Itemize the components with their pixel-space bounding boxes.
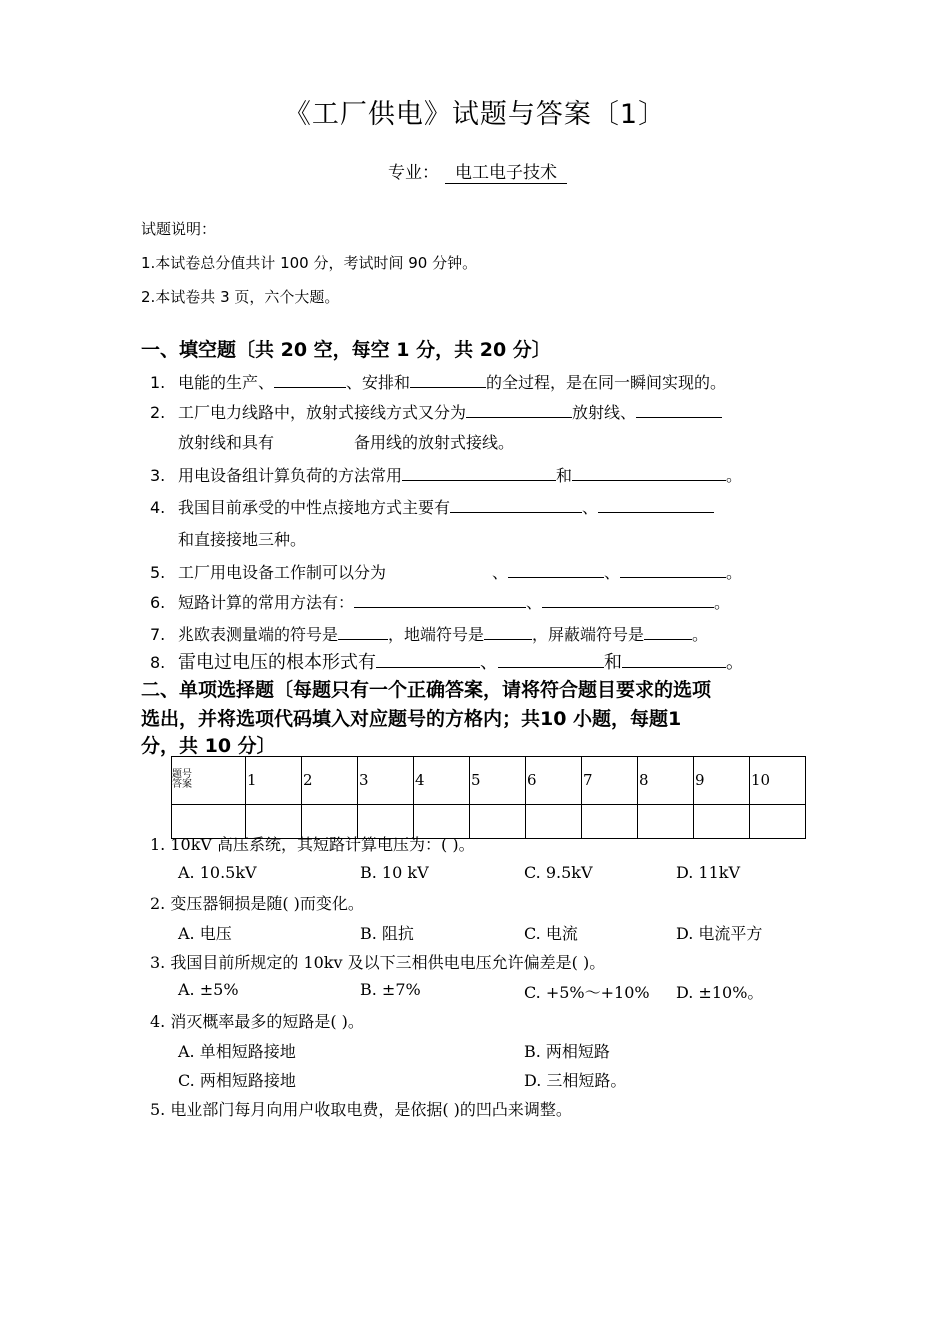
option-d: D. 11kV xyxy=(676,863,741,882)
answer-blank xyxy=(644,623,692,640)
answer-blank xyxy=(338,623,388,640)
question-number-cell: 10 xyxy=(750,757,806,805)
answer-blank xyxy=(636,401,722,418)
answer-blank xyxy=(402,464,556,481)
major-label: 专业： xyxy=(388,163,439,183)
fill-question-4-cont: 和直接接地三种。 xyxy=(178,530,307,549)
question-number-cell: 9 xyxy=(694,757,750,805)
answer-table xyxy=(171,756,806,839)
question-number-cell: 1 xyxy=(246,757,302,805)
answer-blank xyxy=(484,623,532,640)
choice-question-2: 2. 变压器铜损是随( )而变化。 xyxy=(150,894,364,913)
answer-cell xyxy=(694,805,750,839)
table-row xyxy=(172,757,806,805)
fill-question-2: 2. 工厂电力线路中，放射式接线方式又分为 放射线、 xyxy=(150,400,722,423)
answer-cell xyxy=(470,805,526,839)
answer-blank xyxy=(622,651,726,668)
answer-blank xyxy=(376,651,480,668)
choice-question-1: 1. 10kV 高压系统，其短路计算电压为：( )。 xyxy=(150,835,475,854)
option-d: D. 电流平方 xyxy=(676,924,763,943)
fill-question-2-cont: 放射线和具有 备用线的放射式接线。 xyxy=(178,433,515,452)
choice-question-5: 5. 电业部门每月向用户收取电费，是依据( )的凹凸来调整。 xyxy=(150,1100,572,1119)
instructions-heading: 试题说明： xyxy=(141,220,217,238)
answer-blank xyxy=(620,561,726,578)
answer-blank xyxy=(542,591,714,608)
fill-question-3: 3. 用电设备组计算负荷的方法常用 和 。 xyxy=(150,466,743,485)
question-number-cell: 8 xyxy=(638,757,694,805)
answer-blank xyxy=(410,371,486,388)
answer-blank xyxy=(572,464,726,481)
fill-question-4: 4. 我国目前承受的中性点接地方式主要有 、 xyxy=(150,495,714,518)
option-c: C. +5%～+10% xyxy=(524,983,650,1002)
fill-question-7: 7. 兆欧表测量端的符号是 ，地端符号是 ，屏蔽端符号是 。 xyxy=(150,625,709,644)
option-b: B. ±7% xyxy=(360,980,421,999)
question-number-cell: 3 xyxy=(358,757,414,805)
choice-question-4: 4. 消灭概率最多的短路是( )。 xyxy=(150,1012,364,1031)
fill-question-1: 1. 电能的生产、 、安排和 的全过程，是在同一瞬间实现的。 xyxy=(150,373,727,392)
major-line xyxy=(388,158,567,184)
choice-question-3: 3. 我国目前所规定的 10kv 及以下三相供电电压允许偏差是( )。 xyxy=(150,953,606,972)
instruction-line: 2.本试卷共 3 页，六个大题。 xyxy=(141,288,340,306)
option-c: C. 9.5kV xyxy=(524,863,593,882)
option-a: A. ±5% xyxy=(178,980,239,999)
section2-title-line: 二、单项选择题〔每题只有一个正确答案，请将符合题目要求的选项 xyxy=(141,679,712,701)
option-a: A. 电压 xyxy=(178,924,232,943)
question-number-cell: 5 xyxy=(470,757,526,805)
option-a: A. 单相短路接地 xyxy=(178,1042,296,1061)
answer-blank xyxy=(498,651,604,668)
major-value: 电工电子技术 xyxy=(445,163,567,184)
option-c: C. 两相短路接地 xyxy=(178,1071,296,1090)
answer-blank xyxy=(274,371,346,388)
answer-blank xyxy=(466,401,572,418)
section2-title-line: 分，共 10 分〕 xyxy=(141,735,276,757)
option-a: A. 10.5kV xyxy=(178,863,257,882)
option-b: B. 10 kV xyxy=(360,863,429,882)
fill-question-8: 8. 雷电过电压的根本形式有 、 和 。 xyxy=(150,652,744,673)
fill-question-6: 6. 短路计算的常用方法有： 、 。 xyxy=(150,593,731,612)
section1-title: 一、填空题〔共 20 空，每空 1 分，共 20 分〕 xyxy=(141,339,551,361)
question-number-cell: 2 xyxy=(302,757,358,805)
question-number-cell: 6 xyxy=(526,757,582,805)
answer-cell xyxy=(526,805,582,839)
option-b: B. 阻抗 xyxy=(360,924,414,943)
question-number-cell: 7 xyxy=(582,757,638,805)
answer-blank xyxy=(450,496,582,513)
fill-question-5: 5. 工厂用电设备工作制可以分为 、 、 。 xyxy=(150,563,743,582)
option-d: D. 三相短路。 xyxy=(524,1071,627,1090)
option-c: C. 电流 xyxy=(524,924,578,943)
page-title: 《工厂供电》试题与答案〔1〕 xyxy=(283,99,667,130)
answer-cell xyxy=(638,805,694,839)
answer-blank xyxy=(508,561,604,578)
section2-title-line: 选出，并将选项代码填入对应题号的方格内；共10 小题，每题1 xyxy=(141,708,682,730)
answer-cell xyxy=(750,805,806,839)
answer-cell xyxy=(582,805,638,839)
answer-blank xyxy=(598,496,714,513)
table-header-cell: 题号 答案 xyxy=(172,757,246,805)
instruction-line: 1.本试卷总分值共计 100 分，考试时间 90 分钟。 xyxy=(141,254,478,272)
option-d: D. ±10%。 xyxy=(676,983,764,1002)
answer-blank xyxy=(354,591,526,608)
option-b: B. 两相短路 xyxy=(524,1042,610,1061)
question-number-cell: 4 xyxy=(414,757,470,805)
